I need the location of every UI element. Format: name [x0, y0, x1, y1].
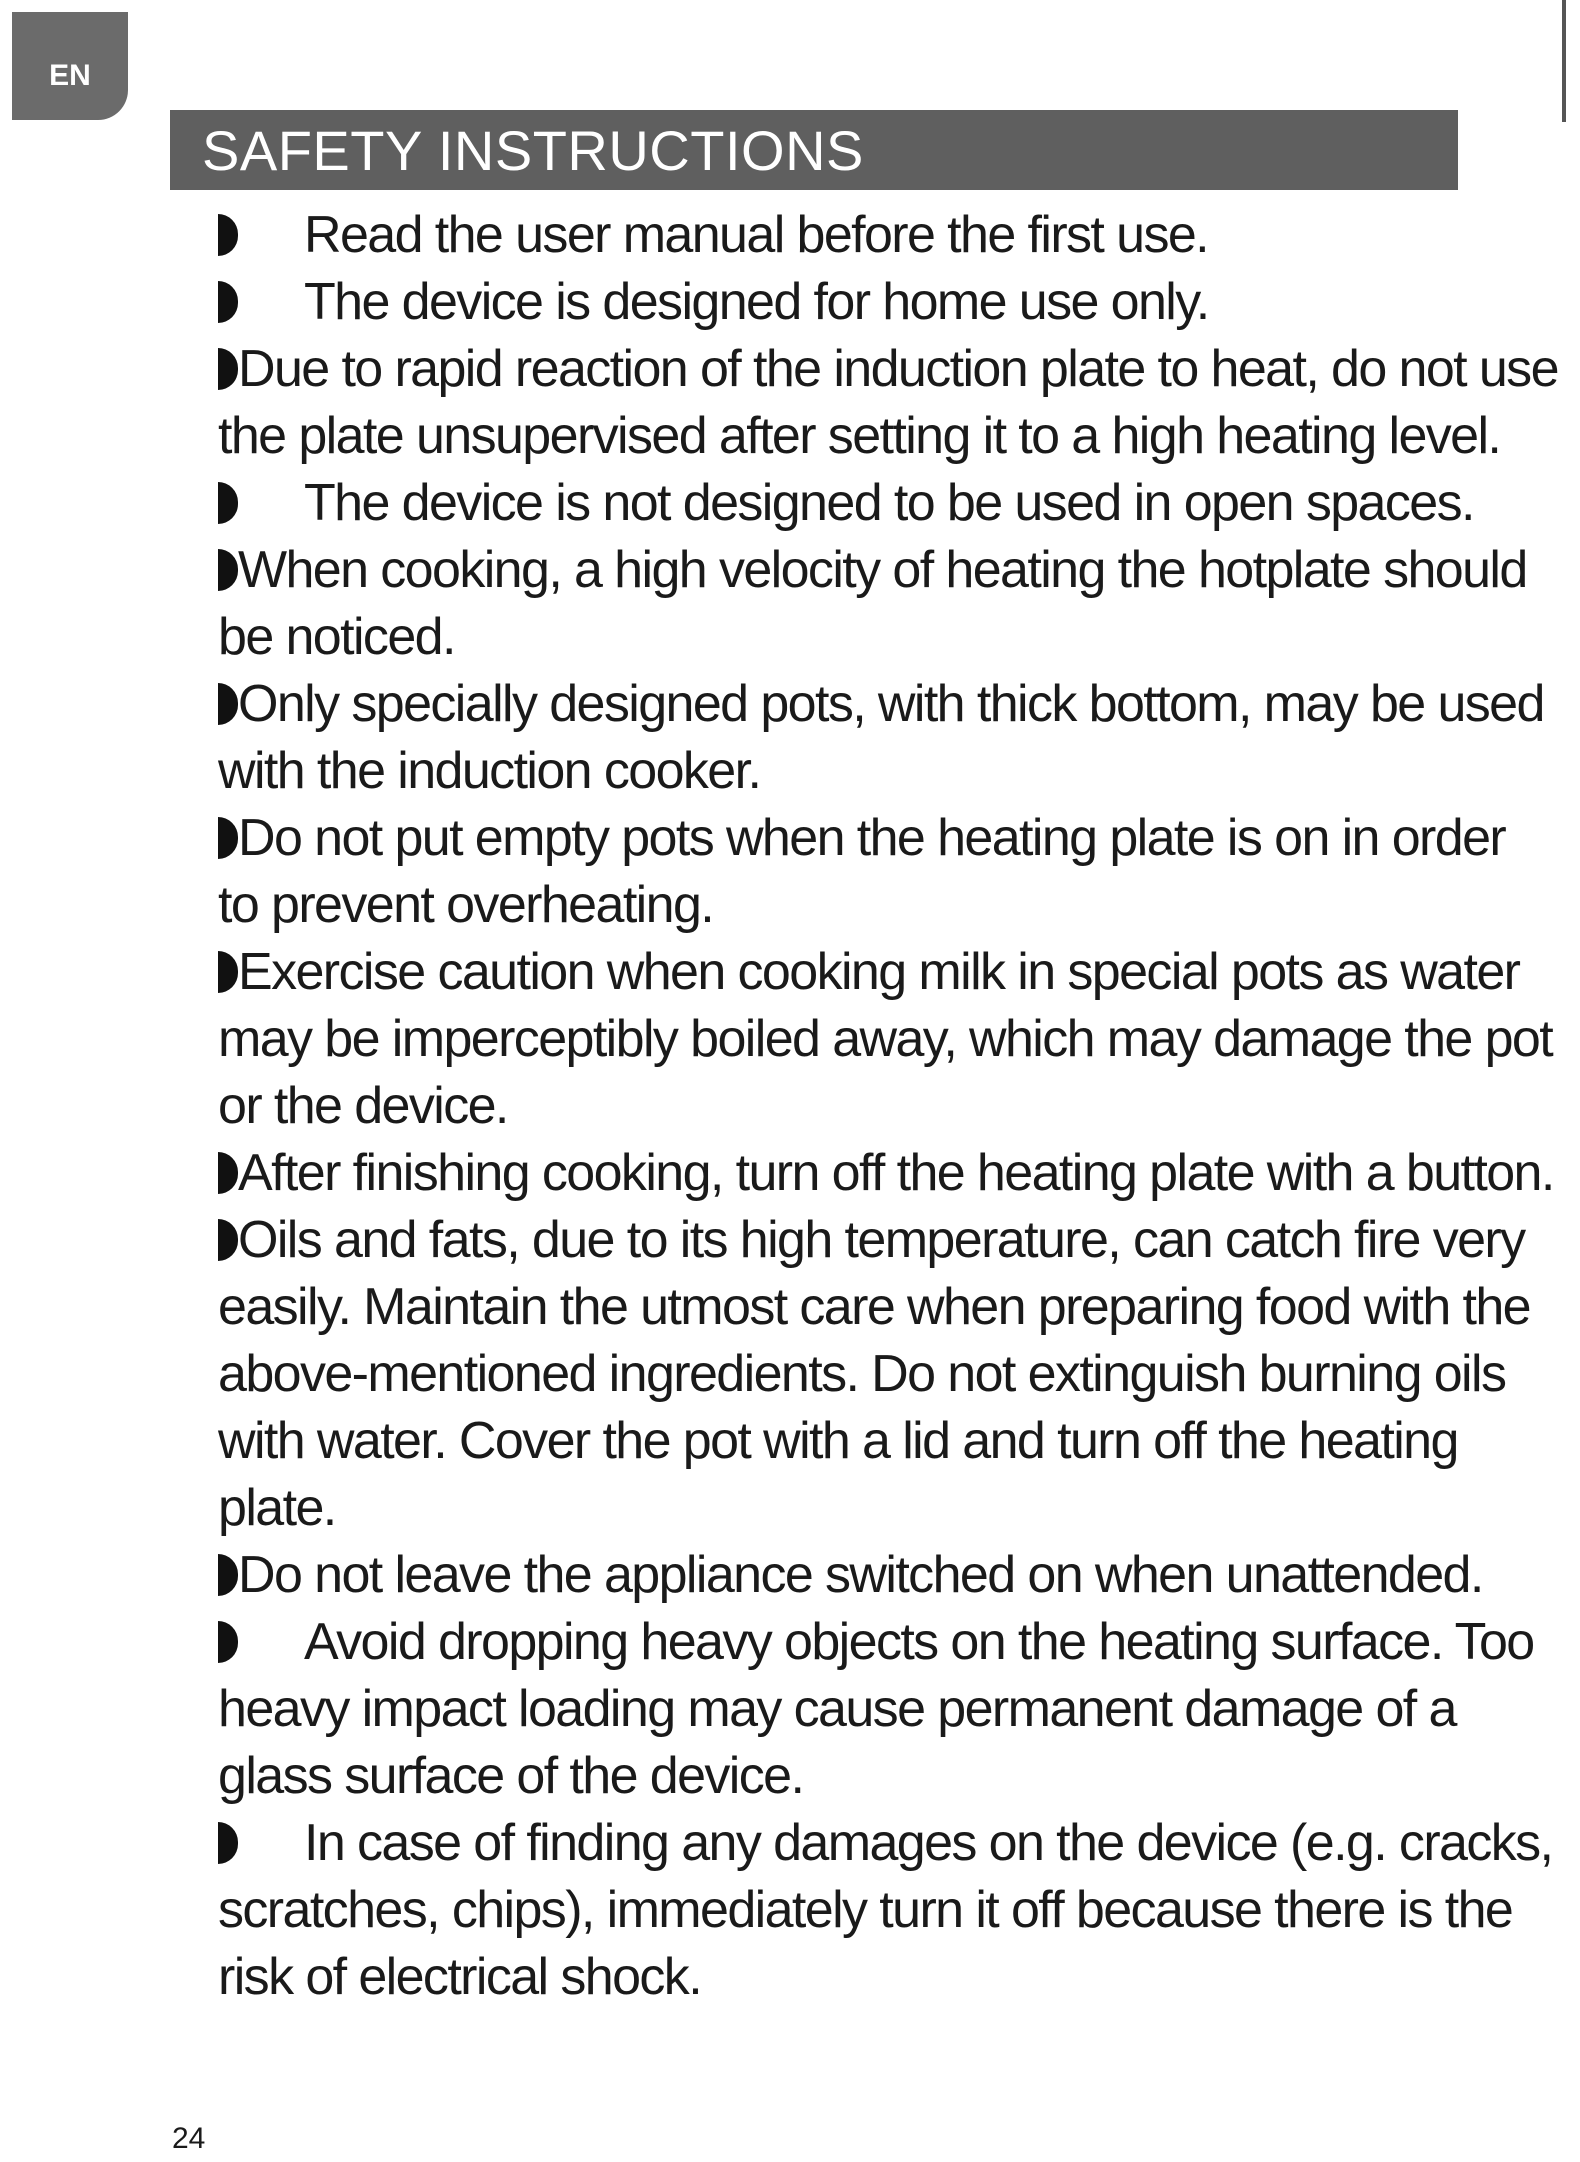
list-item-text: After finishing cooking, turn off the heating plate with a button.	[238, 1144, 1554, 1202]
bullet-icon	[218, 1621, 238, 1663]
bullet-icon	[218, 1822, 238, 1864]
page-number: 24	[172, 2122, 206, 2155]
list-item	[218, 805, 1558, 939]
list-item	[218, 1609, 1558, 1810]
bullet-icon	[218, 1554, 238, 1596]
bullet-icon	[218, 683, 238, 725]
bullet-icon	[218, 281, 238, 323]
list-item	[218, 939, 1558, 1140]
list-item-text: Do not put empty pots when the heating plate is on in order to prevent overheating.	[218, 809, 1506, 934]
list-item	[218, 470, 1558, 537]
language-tab-label: EN	[49, 59, 91, 92]
list-item	[218, 202, 1558, 269]
list-item	[218, 1810, 1558, 2011]
list-item-text: Do not leave the appliance switched on when unattended.	[238, 1546, 1483, 1604]
list-item-text: Exercise caution when cooking milk in special pots as water may be imperceptibly boiled away, which may damage the pot or the device.	[218, 943, 1553, 1135]
language-tab	[12, 12, 128, 120]
bullet-icon	[218, 482, 238, 524]
list-item-text: When cooking, a high velocity of heating the hotplate should be noticed.	[218, 541, 1527, 666]
page-title: SAFETY INSTRUCTIONS	[202, 118, 864, 182]
list-item	[218, 1140, 1558, 1207]
list-item	[218, 336, 1558, 470]
page-edge-line	[1562, 0, 1566, 122]
bullet-icon	[218, 1152, 238, 1194]
bullet-icon	[218, 1219, 238, 1261]
list-item	[218, 269, 1558, 336]
list-item-text: Due to rapid reaction of the induction plate to heat, do not use the plate unsupervised after setting it to a high heating level.	[218, 340, 1558, 465]
bullet-icon	[218, 214, 238, 256]
list-item	[218, 671, 1558, 805]
list-item-text: Read the user manual before the first use.	[304, 206, 1209, 264]
instructions-list	[218, 202, 1558, 2011]
list-item	[218, 1207, 1558, 1542]
list-item-text: Avoid dropping heavy objects on the heating surface. Too heavy impact loading may cause permanent damage of a glass surface of the device.	[218, 1613, 1534, 1805]
bullet-icon	[218, 951, 238, 993]
section-header	[170, 110, 1458, 190]
bullet-icon	[218, 817, 238, 859]
list-item-text: The device is not designed to be used in open spaces.	[304, 474, 1474, 532]
bullet-icon	[218, 549, 238, 591]
list-item	[218, 1542, 1558, 1609]
list-item-text: Only specially designed pots, with thick bottom, may be used with the induction cooker.	[218, 675, 1544, 800]
list-item-text: The device is designed for home use only.	[304, 273, 1209, 331]
list-item	[218, 537, 1558, 671]
list-item-text: In case of finding any damages on the device (e.g. cracks, scratches, chips), immediately turn it off because there is the risk of electrical shock.	[218, 1814, 1553, 2006]
bullet-icon	[218, 348, 238, 390]
list-item-text: Oils and fats, due to its high temperature, can catch fire very easily. Maintain the utmost care when preparing food with the above-mentioned ingredients. Do not extinguish burning oils with water. Cover the pot with a lid and turn off the heating plate.	[218, 1211, 1530, 1537]
